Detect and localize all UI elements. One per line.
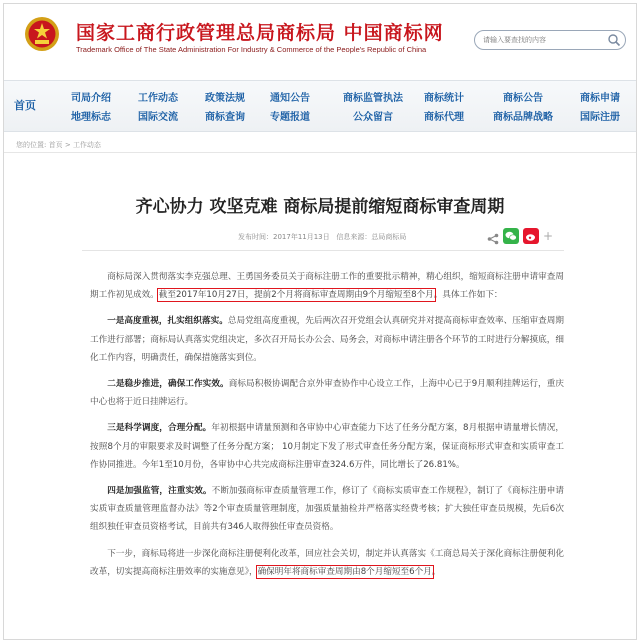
share-icon[interactable] — [487, 230, 499, 249]
site-header — [4, 4, 636, 70]
breadcrumb-separator: > — [64, 141, 71, 149]
paragraph-heading: 二是稳步推进，确保工作实效。 — [107, 379, 229, 390]
paragraph-text: 总局党组高度重视，先后两次召开党组会认真研究并对提高商标审查效率、压缩审查周期工作进行部署；商标局认真落实党组决定，多次召开局长办公会、局务会，对商标申请注册各个环节的工时进行分解摸底，细化工作内容，明确责任，确保措施落实到位。 — [90, 316, 564, 363]
share-bar — [487, 228, 557, 244]
nav-link-statistics[interactable]: 商标统计 — [424, 93, 464, 104]
nav-home-link[interactable]: 首页 — [14, 99, 36, 112]
breadcrumb-section-link[interactable]: 工作动态 — [72, 141, 101, 149]
page-frame — [3, 3, 637, 640]
nav-link-brand-strategy[interactable]: 商标品牌战略 — [493, 112, 553, 123]
wechat-icon[interactable] — [503, 228, 519, 248]
paragraph-text: 。具体工作如下： — [433, 290, 503, 301]
nav-link-notices[interactable]: 通知公告 — [270, 93, 310, 104]
paragraph-1 — [90, 268, 564, 304]
search-icon[interactable] — [607, 33, 621, 47]
info-source: 信息来源：总局商标局 — [336, 233, 407, 241]
nav-link-application[interactable]: 商标申请 — [580, 93, 620, 104]
nav-link-geographical-indications[interactable]: 地理标志 — [71, 112, 111, 123]
paragraph-4 — [90, 419, 564, 474]
paragraph-text: 。 — [431, 566, 441, 577]
divider — [4, 152, 636, 153]
nav-column-6 — [414, 89, 474, 127]
search-box — [474, 30, 626, 50]
divider — [82, 250, 564, 251]
paragraph-2 — [90, 312, 564, 367]
nav-link-enforcement[interactable]: 商标监管执法 — [343, 93, 403, 104]
article-title: 齐心协力 攻坚克难 商标局提前缩短商标审查周期 — [135, 197, 505, 217]
nav-link-work-news[interactable]: 工作动态 — [138, 93, 178, 104]
paragraph-3 — [90, 375, 564, 411]
paragraph-6 — [90, 545, 564, 581]
paragraph-text: 商标局积极协调配合京外审查协作中心设立工作，上海中心已于9月顺利挂牌运行，重庆中心也将于近日挂牌运行。 — [90, 379, 564, 408]
main-nav — [4, 80, 636, 132]
paragraph-heading: 四是加强监管，注重实效。 — [107, 486, 212, 497]
paragraph-text: 商标局深入贯彻落实李克强总理、王勇国务委员关于商标注册工作的重要批示精神，精心组织，缩短商标注册申请审查周期工作初见成效。 — [90, 272, 564, 301]
paragraph-5 — [90, 482, 564, 537]
nav-column-3 — [195, 89, 255, 127]
nav-link-trademark-search[interactable]: 商标查询 — [205, 112, 245, 123]
highlighted-text: 截至2017年10月27日，提前2个月将商标审查周期由9个月缩短至8个月 — [158, 290, 434, 301]
nav-link-special-reports[interactable]: 专题报道 — [270, 112, 310, 123]
nav-column-8 — [570, 89, 630, 127]
nav-column-2 — [128, 89, 188, 127]
paragraph-text: 年初根据申请量预测和各审协中心审查能力下达了任务分配方案，8月根据申请量增长情况，按照8个月的审限要求及时调整了任务分配方案； 10月制定下发了形式审查任务分配方案，保证商标形式审查和实质审查工作协同推进。今年1至10月份，各审协中心共完成商标注册审查324.6万件，同比增长了26.81%。 — [90, 423, 564, 470]
nav-link-policies[interactable]: 政策法规 — [205, 93, 245, 104]
highlighted-text: 确保明年将商标审查周期由8个月缩短至6个月 — [257, 566, 432, 577]
weibo-icon[interactable] — [523, 228, 539, 248]
nav-link-agencies[interactable]: 商标代理 — [424, 112, 464, 123]
nav-link-public-messages[interactable]: 公众留言 — [353, 112, 393, 123]
nav-link-international-registration[interactable]: 国际注册 — [580, 112, 620, 123]
nav-column-4 — [260, 89, 320, 127]
breadcrumb-home-link[interactable]: 首页 — [48, 141, 63, 149]
nav-column-7 — [486, 89, 560, 127]
site-title: 国家工商行政管理总局商标局 中国商标网 — [76, 22, 444, 44]
nav-column-5 — [336, 89, 410, 127]
publish-date: 发布时间：2017年11月13日 — [238, 233, 330, 241]
search-input[interactable] — [483, 34, 601, 46]
paragraph-heading: 一是高度重视，扎实组织落实。 — [107, 316, 228, 327]
article-meta — [238, 232, 406, 242]
paragraph-heading: 三是科学调度，合理分配。 — [107, 423, 212, 434]
nav-link-announcements[interactable]: 商标公告 — [503, 93, 543, 104]
national-emblem-icon — [24, 14, 60, 54]
breadcrumb-label: 您的位置: — [16, 141, 47, 149]
nav-link-international-exchange[interactable]: 国际交流 — [138, 112, 178, 123]
more-share-icon[interactable]: + — [543, 229, 554, 243]
paragraph-text: 不断加强商标审查质量管理工作，修订了《商标实质审查工作规程》，制订了《商标注册申请实质审查质量管理监督办法》等2个审查质量管理制度，加强质量抽检并严格落实经费考核；扩大独任审查员规模，先后6次组织独任审查员资格考试，目前共有346人取得独任审查员资格。 — [90, 486, 564, 533]
article-body — [90, 268, 564, 589]
nav-link-bureau-intro[interactable]: 司局介绍 — [71, 93, 111, 104]
nav-column-1 — [61, 89, 121, 127]
paragraph-text: 下一步，商标局将进一步深化商标注册便利化改革，回应社会关切，制定并认真落实《工商总局关于深化商标注册便利化改革，切实提高商标注册效率的实施意见》， — [90, 548, 564, 577]
site-subtitle: Trademark Office of The State Administration For Industry & Commerce of the People's Republic of China — [76, 45, 427, 54]
breadcrumb — [16, 140, 101, 150]
